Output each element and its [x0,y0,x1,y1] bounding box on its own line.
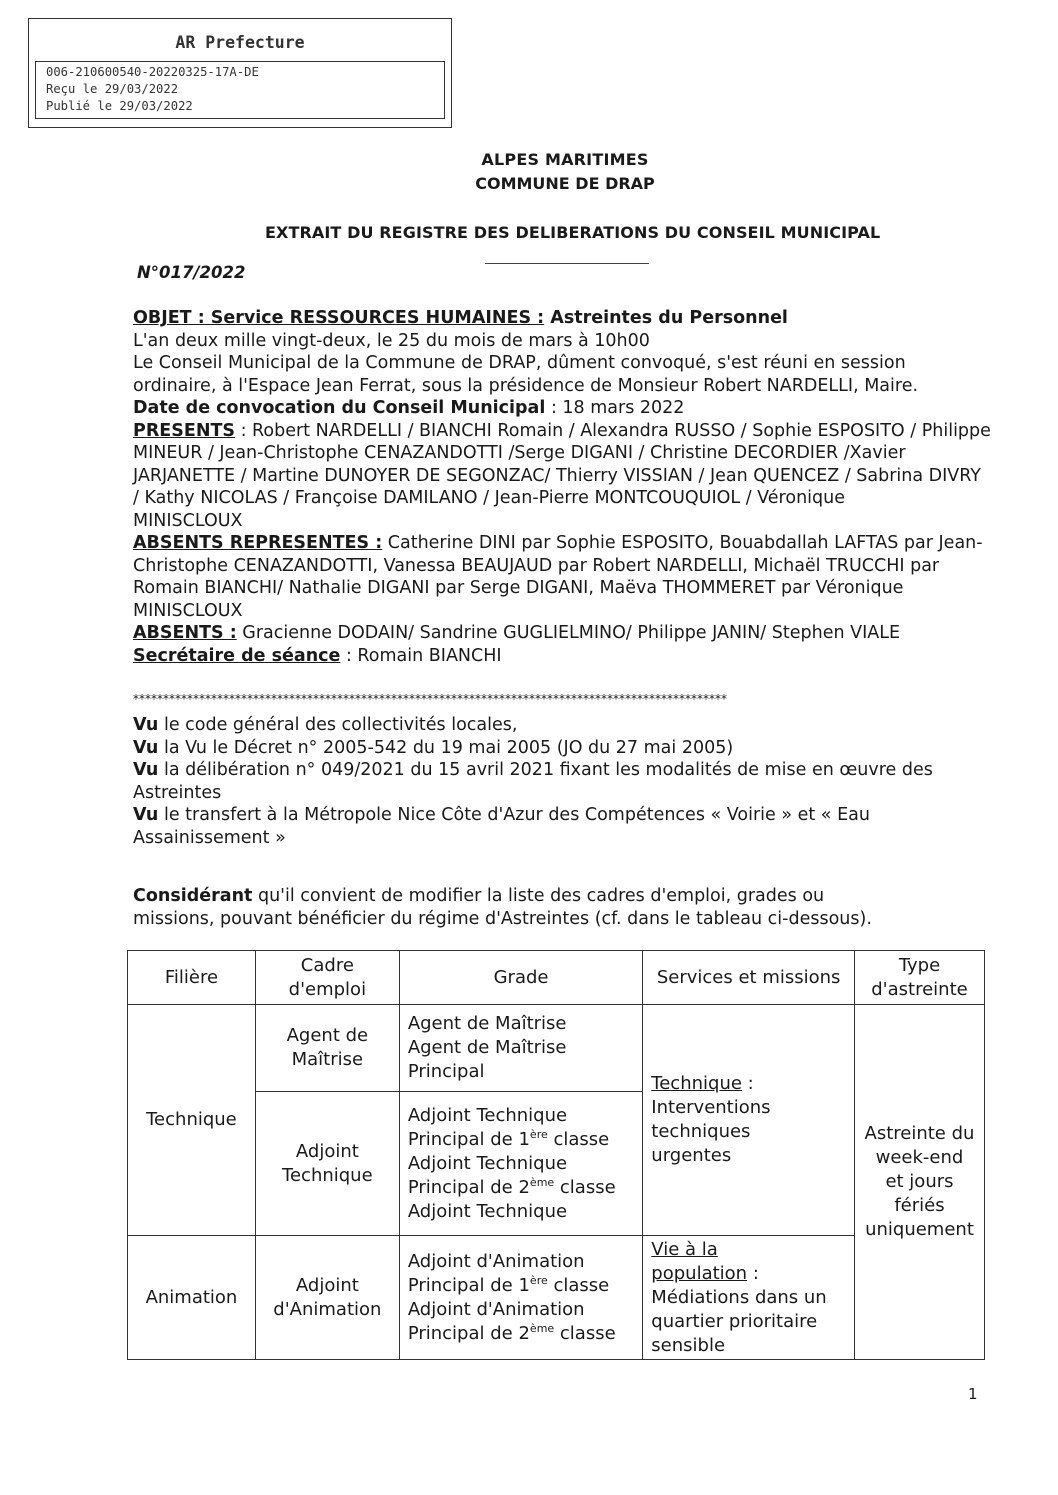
presents-line-1 [133,420,993,443]
grade-text: Principal de 1 [407,1128,530,1150]
cadre-adjoint-animation [255,1236,399,1360]
vu-keyword: Vu [133,715,159,735]
service-label-line [651,1262,846,1286]
presents-line-2: MINEUR / Jean-Christophe CENAZANDOTTI /Serge DIGANI / Christine DECORDIER /Xavier [133,443,906,463]
header-cadre [255,951,399,1005]
type-line: uniquement [865,1219,974,1240]
type-line: week-end [875,1147,964,1168]
considering-line-2: missions, pouvant bénéficier du régime d'Astreintes (cf. dans le tableau ci-dessous). [133,908,872,929]
vu-text: le code général des collectivités locales, [158,715,518,735]
vu-keyword: Vu [133,805,159,825]
represented-line-2: Christophe CENAZANDOTTI, Vanessa BEAUJAUD par Robert NARDELLI, Michaël TRUCCHI par [133,555,940,576]
service-line: quartier prioritaire [651,1310,818,1332]
grade-sup: ème [529,1321,555,1335]
header-cadre-line-2: d'emploi [288,978,367,1000]
cadre-line: d'Animation [273,1298,382,1320]
type-line: fériés [894,1195,945,1216]
considering-line-1 [133,885,993,908]
services-technique [643,1005,855,1236]
cadre-line: Agent de [286,1025,369,1046]
cadre-line: Adjoint [295,1140,359,1162]
represented-label: ABSENTS REPRESENTES : [133,533,383,553]
represented-line-3: Romain BIANCHI/ Nathalie DIGANI par Serge DIGANI, Maëva THOMMERET par Véronique [133,578,904,598]
stamp-reference: 006-210600540-20220325-17A-DE [46,65,259,79]
grade-text: classe [547,1274,610,1296]
grade-text: classe [554,1176,616,1198]
header-cadre-line-1: Cadre [300,954,354,976]
service-label: population [651,1262,748,1284]
stamp-published: Publié le 29/03/2022 [46,99,193,113]
service-line: sensible [651,1334,726,1356]
vu-line-1 [133,714,993,737]
service-colon: : [741,1073,754,1094]
absents-label: ABSENTS : [133,623,237,643]
grade-sup: ère [529,1127,548,1141]
convocation-label: Date de convocation du Conseil Municipal [133,398,546,418]
presents-line-5: MINISCLOUX [133,510,243,531]
presents-line-4: / Kathy NICOLAS / Françoise DAMILANO / Jean-Pierre MONTCOUQUIOL / Véronique [133,488,845,508]
header-filiere: Filière [128,951,256,1005]
extract-title: EXTRAIT DU REGISTRE DES DELIBERATIONS DU CONSEIL MUNICIPAL [265,223,881,242]
commune-heading: COMMUNE DE DRAP [475,174,655,193]
considering-block [133,885,993,930]
vu-keyword: Vu [133,737,159,758]
cadre-adjoint-technique [255,1092,399,1236]
cadre-line: Adjoint [295,1274,359,1296]
grade-sup: ère [529,1273,548,1287]
service-line: Interventions [651,1097,771,1118]
object-value: Astreintes du Personnel [544,308,788,328]
grade-line: Adjoint d'Animation [407,1250,585,1272]
considering-text: qu'il convient de modifier la liste des cadres d'emploi, grades ou [252,886,825,906]
grade-line [408,1128,634,1152]
deliberation-preamble [133,307,993,667]
vu-text: la délibération n° 049/2021 du 15 avril 2021 fixant les modalités de mise en œuvre des [158,760,933,780]
grade-adjoint-animation [399,1236,642,1360]
secretary-line [133,645,993,668]
intro-line-1: L'an deux mille vingt-deux, le 25 du mois de mars à 10h00 [133,330,650,351]
vu-text: la Vu le Décret n° 2005-542 du 19 mai 2005 (JO du 27 mai 2005) [158,737,734,758]
represented-text: Catherine DINI par Sophie ESPOSITO, Bouabdallah LAFTAS par Jean- [382,533,983,553]
intro-line-3: ordinaire, à l'Espace Jean Ferrat, sous la présidence de Monsieur Robert NARDELLI, Maire. [133,375,919,396]
object-line [133,307,993,330]
service-line: techniques [651,1121,751,1142]
grade-line [408,1176,634,1200]
header-type-line-1: Type [898,954,941,976]
service-label: Vie à la [651,1238,718,1260]
grade-line: Adjoint Technique [407,1152,568,1174]
stamp-details [35,61,445,119]
astreintes-table [127,950,985,1360]
vu-line-4-cont: Assainissement » [133,827,286,848]
vu-line-3-cont: Astreintes [133,782,222,803]
service-label: Technique [651,1073,742,1094]
grade-text: Principal de 2 [407,1322,530,1344]
service-line: Médiations dans un [651,1286,827,1308]
cadre-agent-maitrise [255,1005,399,1092]
separator-stars: *************************************************************************************************** [133,692,727,706]
object-label: OBJET : Service RESSOURCES HUMAINES : [133,308,545,328]
type-astreinte [854,1005,984,1360]
vu-text: le transfert à la Métropole Nice Côte d'Azur des Compétences « Voirie » et « Eau [158,805,870,825]
vu-block [133,714,993,849]
absents-text: Gracienne DODAIN/ Sandrine GUGLIELMINO/ Philippe JANIN/ Stephen VIALE [236,623,901,643]
type-line: et jours [885,1171,954,1192]
grade-line [408,1322,634,1346]
header-type [854,951,984,1005]
service-colon: : [747,1262,759,1284]
considering-keyword: Considérant [133,886,253,906]
intro-line-2: Le Conseil Municipal de la Commune de DRAP, dûment convoqué, s'est réuni en session [133,353,906,373]
department-heading: ALPES MARITIMES [481,150,649,169]
cadre-line: Maîtrise [291,1049,364,1070]
grade-line: Principal [407,1061,485,1082]
deliberation-number: N°017/2022 [137,263,246,282]
table-row [128,1005,985,1092]
convocation-value: : 18 mars 2022 [545,398,685,418]
grade-text: Principal de 2 [407,1176,530,1198]
absents-line [133,622,993,645]
filiere-technique: Technique [128,1005,256,1236]
stamp-received: Reçu le 29/03/2022 [46,82,179,96]
secretary-label: Secrétaire de séance [133,645,341,666]
grade-line: Adjoint Technique [407,1104,568,1126]
grade-sup: ème [529,1175,555,1189]
grade-agent-maitrise [399,1005,642,1092]
represented-line-1 [133,532,993,555]
header-grade: Grade [399,951,642,1005]
title-divider [485,263,649,264]
presents-text: : Robert NARDELLI / BIANCHI Romain / Alexandra RUSSO / Sophie ESPOSITO / Philippe [235,420,991,441]
secretary-text: : Romain BIANCHI [340,645,502,666]
vu-line-4 [133,804,993,827]
grade-line: Agent de Maîtrise [407,1037,567,1058]
page-number: 1 [968,1385,978,1403]
grade-line: Agent de Maîtrise [407,1013,567,1034]
grade-line [408,1274,634,1298]
table-header-row [128,951,985,1005]
grade-line: Adjoint d'Animation [407,1298,585,1320]
services-animation [643,1236,855,1360]
header-type-line-2: d'astreinte [871,978,968,1000]
type-line: Astreinte du [864,1123,975,1144]
presents-line-3: JARJANETTE / Martine DUNOYER DE SEGONZAC/ Thierry VISSIAN / Jean QUENCEZ / Sabrina DIVRY [133,465,981,486]
grade-text: classe [547,1128,610,1150]
represented-line-4: MINISCLOUX [133,600,243,621]
prefecture-stamp [28,18,452,128]
stamp-title: AR Prefecture [175,33,305,52]
service-label-line [651,1072,846,1096]
presents-label: PRESENTS [133,420,236,441]
vu-line-3 [133,759,993,782]
service-line: urgentes [651,1145,732,1166]
grade-text: classe [554,1322,616,1344]
cadre-line: Technique [282,1164,373,1186]
convocation-line [133,397,993,420]
vu-keyword: Vu [133,760,159,780]
grade-adjoint-technique [399,1092,642,1236]
header-services: Services et missions [643,951,855,1005]
filiere-animation: Animation [128,1236,256,1360]
grade-line: Adjoint Technique [407,1200,568,1222]
vu-line-2 [133,737,993,760]
grade-text: Principal de 1 [407,1274,530,1296]
